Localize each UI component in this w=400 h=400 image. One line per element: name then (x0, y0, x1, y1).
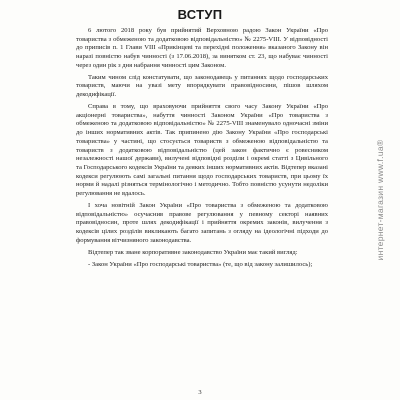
paragraph: Відтепер так зване корпоративне законодавство України має такий вигляд: (88, 248, 298, 256)
paragraph: 6 лютого 2018 року був прийнятий Верховною радою Закон України «Про товариства з обмеженою та додатковою відповідальністю» № 2275-VIII. У відповідності до приписів п. 1 Глави VIII «Прикінцеві та перехідні положення» вказаного Закону він наразі повністю набув чинності (з 17.06.2018), за винятком ст. 23, що набуває чинності через один рік з дня набрання чинності цим Законом. (76, 27, 328, 69)
paragraph: Таким чином слід констатувати, що законодавець у питаннях щодо господарських товариств, маючи на увазі мету впорядкувати правовідносини, пішов шляхом декодифікації. (76, 73, 328, 99)
paragraph: Справа в тому, що враховуючи прийняття свого часу Закону України «Про акціонерні товариства», набуття чинності Законом України «Про товариства з обмеженою та додатковою відповідальністю» № 2275-VIII знаменувало одночасні зміни до інших нормативних актів. Так припинено дію Закону України «Про господарські товариства» у частині, що стосується товариств з обмеженою відповідальністю та товариств з додатковою відповідальністю (цей закон фактично є ровесником незалежності нашої держави), вилучені відповідні розділи і окремі статті з Цивільного та Господарського кодексів України та деяких інших нормативних актів. Відтепер вказані кодекси регулюють самі загальні питання щодо господарських товариств, при цьому їх норми й надалі різняться термінологічно і методично. Тобто повністю усунути недоліки регулювання не вдалось. (76, 103, 328, 198)
paragraph: І хоча новітній Закон України «Про товариства з обмеженою та додатковою відповідальністю» осучаснив правове регулювання у певному секторі наявних правовідносин, проте шлях декодифікації і прийняття окремих законів, вилучення з кодексів цілих розділів викликають багато запитань з огляду на ідеологічні підходи до формування вітчизняного законодавства. (76, 201, 328, 244)
page-number: 3 (198, 389, 202, 396)
list-item: - Закон України «Про господарські товариства» (те, що від закону залишилось); (88, 260, 313, 268)
document-body (76, 27, 328, 272)
watermark: интернет-магазин www.f.ua® (375, 139, 385, 261)
page-title: ВСТУП (177, 7, 223, 22)
